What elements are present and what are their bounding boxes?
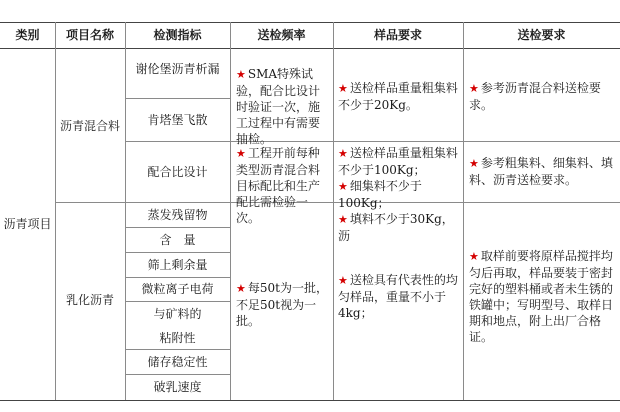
frequency-text: ★ 每50t为一批，不足50t视为一批。 <box>236 281 328 328</box>
indicator-item: 与矿料的 <box>153 307 202 321</box>
red-star-icon: ★ <box>236 68 246 81</box>
indicator-item: 储存稳定性 <box>147 355 208 369</box>
indicator-item: 谢伦堡沥青析漏 <box>135 62 220 76</box>
col-divider <box>55 22 56 400</box>
red-star-icon: ★ <box>236 147 246 160</box>
sample-req-text: ★ 送检样品重量粗集料不少于20Kg。 <box>338 81 458 112</box>
red-star-icon: ★ <box>338 147 348 160</box>
frequency-text: ★ 工程开前每种类型沥青混合料目标配比和生产配比需检验一次。 <box>236 146 321 225</box>
indicator-item: 配合比设计 <box>147 165 208 179</box>
red-star-icon: ★ <box>338 213 348 226</box>
header-submit-req: 送检要求 <box>517 28 566 42</box>
indicator-item: 破乳速度 <box>153 380 202 394</box>
header-project-name: 项目名称 <box>65 28 114 42</box>
indicator-item: 微粒离子电荷 <box>141 282 214 296</box>
indicator-item: 肯塔堡飞散 <box>147 113 208 127</box>
red-star-icon: ★ <box>338 82 348 95</box>
header-category: 类别 <box>15 28 40 42</box>
indicator-item: 粘附性 <box>159 331 196 345</box>
red-star-icon: ★ <box>469 250 479 263</box>
header-bottom-border <box>0 48 620 49</box>
col-divider <box>463 22 464 400</box>
row-divider <box>125 227 230 228</box>
red-star-icon: ★ <box>338 274 348 287</box>
frequency-text: ★ SMA特殊试验，配合比设计时验证一次，施工过程中有需要抽检。 <box>236 67 321 146</box>
indicator-item: 筛上剩余量 <box>147 258 208 272</box>
group-name-asphalt-mixture: 沥青混合料 <box>59 119 120 133</box>
indicator-item: 含 量 <box>159 233 196 247</box>
indicator-item: 蒸发残留物 <box>147 208 208 222</box>
red-star-icon: ★ <box>469 82 479 95</box>
row-divider <box>125 349 230 350</box>
sample-req-text: ★ 送检样品重量粗集料不少于100Kg； ★ 细集料不少于100Kg； ★ 填料不少于30Kg，沥 <box>338 146 458 243</box>
table-top-border <box>0 22 620 23</box>
row-divider <box>125 277 230 278</box>
group-name-emulsified-asphalt: 乳化沥青 <box>65 293 114 307</box>
header-indicator: 检测指标 <box>153 28 202 42</box>
red-star-icon: ★ <box>469 157 479 170</box>
table-bottom-border <box>0 400 620 401</box>
row-divider <box>125 252 230 253</box>
submit-req-text: ★ 取样前要将原样品搅拌均匀后再取，样品要装于密封完好的塑料桶或者未生锈的铁罐中；写明型号、取样日期和地点，附上出厂合格证。 <box>469 249 614 344</box>
row-divider <box>125 98 230 99</box>
col-divider <box>230 22 231 400</box>
col-divider <box>333 22 334 400</box>
submit-req-text: ★ 参考粗集料、细集料、填料、沥青送检要求。 <box>469 156 613 187</box>
header-sample-req: 样品要求 <box>373 28 422 42</box>
submit-req-text: ★ 参考沥青混合料送检要求。 <box>469 81 601 112</box>
row-divider <box>125 301 230 302</box>
category-label: 沥青项目 <box>3 217 52 231</box>
row-divider <box>125 141 620 142</box>
sample-req-text: ★ 送检具有代表性的均匀样品，重量不小于4kg； <box>338 273 458 320</box>
row-divider <box>125 374 230 375</box>
red-star-icon: ★ <box>236 282 246 295</box>
header-frequency: 送检频率 <box>257 28 306 42</box>
red-star-icon: ★ <box>338 180 348 193</box>
